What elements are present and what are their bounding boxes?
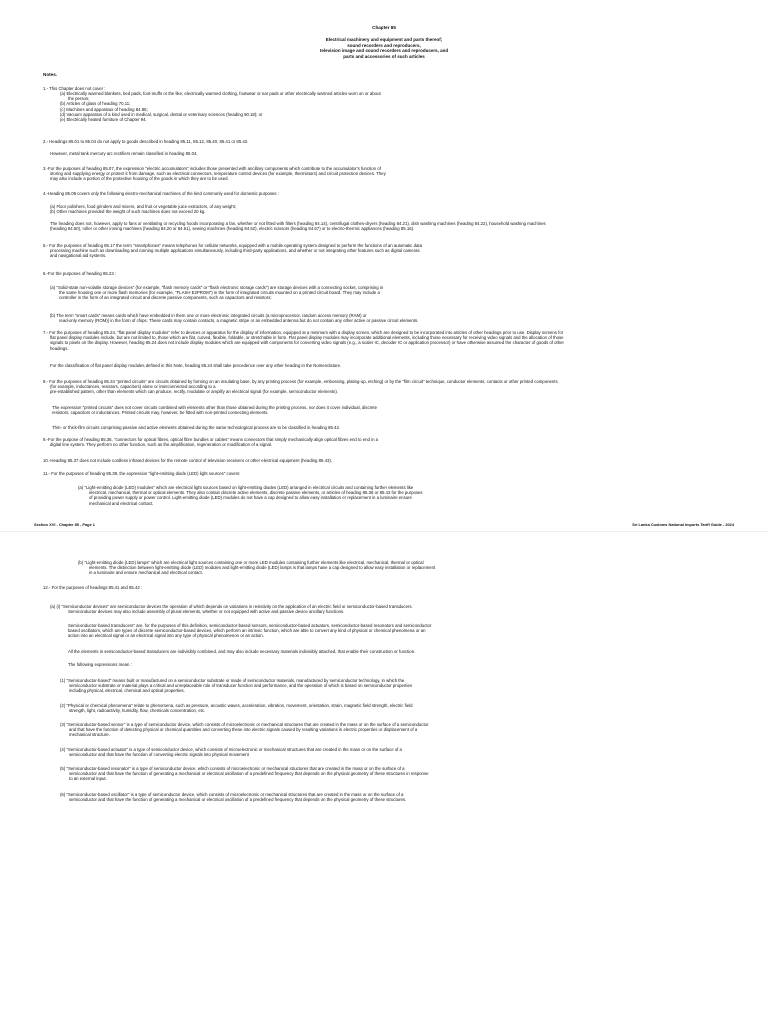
note-7 — [43, 330, 743, 351]
note-6-a — [50, 285, 383, 301]
note-text: (for example, inductances, resistors, capacitors) alone or interconnected according to a — [50, 384, 216, 390]
note-text: (heading 84.50), roller or other ironing machines (heading 84.20 or 84.51), sewing machines (heading 84.52), electric scissors (heading 84.67) or to electro-thermic appliances (heading 85.16). — [50, 226, 415, 232]
footer-right: Sri Lanka Customs National Imports Tariff Guide - 2024 — [632, 522, 734, 527]
note-4-para — [50, 221, 740, 231]
note-item: electrical, mechanical, thermal or optical elements. They also contain discrete active elements, discrete passive elements, or articles of heading 85.36 or 85.42 for the purposes — [89, 490, 423, 496]
definition-5 — [60, 766, 428, 782]
note-8-para — [52, 405, 377, 415]
note-item: the person; — [68, 96, 90, 102]
chapter-title — [0, 37, 768, 59]
note-text: processing machine such as downloading and running multiple applications simultaneously, including third-party applications, and whether or not integrating other features such as digital cameras — [50, 248, 420, 254]
definition-2 — [60, 703, 412, 713]
note-text: pre-established pattern, other than elements which can produce, rectify, modulate or amplify an electrical signal (for example, semiconductor elements). — [50, 389, 338, 395]
note-12-a-i — [50, 604, 413, 614]
note-6: 6.-For the purposes of heading 85.23 : — [43, 271, 117, 276]
definition-6 — [60, 792, 406, 802]
note-7-para: For the classification of flat panel display modules defined in this Note, heading 85.24 shall take precedence over any other heading in the Nomenclature. — [50, 363, 342, 368]
note-item: elements. The distinction between light-emitting diode (LED) modules and light-emitting diode (LED) lamps is that lamps have a cap designed to allow easy installation or replacement — [89, 565, 436, 571]
definition-line: semiconductor and that have the function of converting electric signals into physical movement — [69, 752, 249, 758]
note-11: 11.- For the purposes of heading 85.39, the expression "light-emitting diode (LED) light sources" covers: — [43, 471, 241, 476]
note-2: 2.- Headings 85.01 to 85.04 do not apply to goods described in heading 85.11, 85.12, 85.40, 85.41 or 85.42. — [43, 139, 249, 144]
note-item: in a luminaire and ensure mechanical and electrical contact. — [89, 570, 203, 576]
note-item: (a) "Solid-state non-volatile storage devices" (for example, "flash memory cards" or "flash electronic storage cards") are storage devices with a connecting socket, comprising in — [50, 285, 384, 290]
definition-line: strength, light, radioactivity, humidity, flow, chemicals concentration, etc. — [69, 708, 206, 714]
definition-line: semiconductor substrate or material plays a critical and unreplaceable role of transducer function and performance, and the operation of which is based on semiconductor properties — [69, 683, 412, 689]
definition-line: to an external input. — [69, 776, 107, 782]
note-text: headings. — [50, 345, 69, 351]
note-4-items — [50, 204, 236, 214]
note-item: (b) "Light-emitting diode (LED) lamps" which are electrical light sources containing one or more LED modules containing further elements like electrical, mechanical, thermal or optical — [78, 560, 424, 565]
footer-left: Section XVI - Chapter 85 - Page 1 — [34, 522, 95, 527]
note-item: (e) Electrically heated furniture of Chapter 94. — [60, 117, 147, 123]
note-text: flat panel display modules include, but are not limited to, those which are flat, curved, flexible, foldable, or stretchable in form. Flat panel display modules may incorporate additional elements, including those necessary for receiving video signals and the allocation of those — [50, 335, 564, 341]
definition-1 — [60, 678, 412, 694]
definition-line: (1) "Semiconductor-based" means built or manufactured on a semiconductor substrate or made of semiconductor materials, manufactured by semiconductor technology, in which the — [60, 678, 405, 683]
note-item: (b) Other machines provided the weight of such machines does not exceed 20 kg. — [50, 209, 206, 215]
note-text: digital line system. They perform no other function, such as the amplification, regeneration or modification of a signal. — [50, 442, 273, 448]
note-4: 4.-Heading 85.09 covers only the following electro-mechanical machines of the kind commonly used for domestic purposes : — [43, 191, 279, 196]
definition-line: mechanical structure. — [69, 732, 110, 738]
title-line: parts and accessories of such articles — [343, 53, 425, 59]
note-item: the same housing one or more flash memories (for example, "FLASH E2PROM") in the form of integrated circuits mounted on a printed circuit board. They may include a — [59, 290, 380, 296]
note-text: Semiconductor-based transducers" are, for the purposes of this definition, semiconductor-based sensors, semiconductor-based actuators, semiconductor-based resonators and semiconductor — [68, 623, 432, 628]
definition-line: (5) "Semiconductor-based resonator" is a type of semiconductor device, which consists of microelectronic or mechanical structures that are created in the mass or on the surface of a — [60, 766, 405, 771]
note-9 — [43, 437, 378, 447]
note-text: 8.- For the purposes of heading 85.34 "printed circuits" are circuits obtained by forming on an insulating base, by any printing process (for example, embossing, plating-up, etching) or by the "film circuit" technique, conductor elements, contacts or other printed components — [43, 379, 558, 384]
note-1-items — [60, 91, 381, 122]
note-item: (b) Articles of glass of heading 70.11; — [60, 101, 131, 107]
definition-line: and that have the function of detecting physical or chemical quantities and converting these into electric signals caused by resulting variations in electric properties or displacement of a — [69, 727, 418, 733]
note-item: of providing power supply or power control. Light-emitting diode (LED) modules do not have a cap designed to allow easy installation or replacement in a luminaire ensure — [89, 495, 412, 501]
note-11-a — [78, 485, 423, 506]
definition-line: semiconductor and that have the function of generating a mechanical or electrical oscillation of a predefined frequency that depends on the physical geometry of these structures in response — [69, 771, 429, 777]
note-12: 12.- For the purposes of headings 85.41 and 85.42 : — [43, 585, 143, 590]
note-item: (d) Vacuum apparatus of a kind used in medical, surgical, dental or veterinary sciences (heading 90.18); or — [60, 111, 263, 117]
note-item: (a) Floor polishers, food grinders and mixers, and fruit or vegetable juice extractors, of any weight; — [50, 204, 237, 209]
definition-line: semiconductor and that have the function of generating a mechanical or electrical oscillation of a predefined frequency that depends on the physical geometry of these structures. — [69, 797, 407, 803]
definition-line: (4) "Semiconductor-based actuator" is a type of semiconductor device, which consists of microelectronic or mechanical structures that are created in the mass or on the surface of a — [60, 747, 402, 752]
note-text: 9.-For the purpose of heading 85.36, "connectors for optical fibres, optical fibre bundles or cables" means connectors that simply mechanically align optical fibres end to end in a — [43, 437, 379, 442]
note-12-expressions: The following expressions mean : — [68, 662, 132, 667]
definition-line: including physical, electrical, chemical and optical properties. — [69, 688, 185, 694]
note-text: and navigational aid systems. — [50, 253, 107, 259]
note-item: controller in the form of an integrated circuit and discrete passive components, such as capacitors and resistors; — [59, 295, 272, 301]
note-6-b — [50, 313, 418, 323]
note-text: may also include a portion of the protective housing of the goods in which they are to be used. — [50, 176, 229, 182]
title-line: sound recorders and reproducers, — [347, 42, 421, 48]
note-text: 7.- For the purposes of heading 85.24, "flat panel display modules" refer to devices or apparatus for the display of information, equipped at a minimum with a display screen, which are designed to be incorporated into articles of other headings prior to use. Display screens for — [43, 330, 564, 335]
note-text: based oscillators, which are types of discrete semiconductor-based devices, which perform an intrinsic function, which are able to convert any kind of physical or chemical phenomena or an — [68, 628, 426, 634]
definition-line: (2) "Physical or chemical phenomena" relate to phenomena, such as pressure, acoustic waves, acceleration, vibration, movement, orientation, strain, magnetic field strength, electric field — [60, 703, 413, 708]
definition-line: (6) "Semiconductor-based oscillator" is a type of semiconductor device, which consists of microelectronic or mechanical structures that are created in the mass or on the surface of a — [60, 792, 404, 797]
note-text: resistors, capacitors or inductances. Printed circuits may, however, be fitted with non-printed connecting elements. — [52, 410, 269, 416]
note-10: 10.-Heading 85.37 does not include cordless infrared devices for the remote control of television receivers or other electrical equipment (heading 85.43). — [43, 458, 333, 463]
note-2-para: However, metal tank mercury arc rectifiers remain classified in heading 85.04. — [50, 151, 198, 156]
note-text: 1.- This Chapter does not cover : — [43, 86, 106, 91]
note-item: mechanical and electrical contact. — [89, 500, 154, 506]
definition-3 — [60, 722, 428, 738]
note-text: 3.-For the purposes of heading 85.07, the expression "electric accumulators" includes those presented with ancillary components which contribute to the accumulator's function of — [43, 166, 381, 171]
definition-4 — [60, 747, 402, 757]
note-item: (c) Machines and apparatus of heading 84.86; — [60, 106, 148, 112]
note-12-transducers — [68, 623, 431, 639]
note-12-elements: All the elements in semiconductor-based transducers are indivisibly combined, and may also include necessary materials indivisibly attached, that enable their construction or function. — [68, 649, 416, 654]
note-text: storing and supplying energy or protect it from damage, such as electrical connectors, temperature control devices (for example, thermistors) and circuit protection devices. They — [50, 171, 386, 177]
note-text: signals to pixels on the display. However, heading 85.24 does not include display modules which are equipped with components for converting video signals (e.g., a scaler IC, decoder IC or application processor) or have otherwise assumed the character of goods of other — [50, 340, 564, 346]
page-divider — [0, 531, 768, 532]
chapter-heading: Chapter 85 — [372, 25, 396, 30]
note-text: action into an electrical signal or an electrical signal into any type of physical phenomenon or an action. — [68, 633, 264, 639]
note-item: (a) "Light-emitting diode (LED) modules" which are electrical light sources based on light-emitting diodes (LED) arranged in electrical circuits and containing further elements like — [78, 485, 414, 490]
note-text: 5.- For the purposes of heading 85.17 the term "smartphones" means telephones for cellular networks, equipped with a mobile operating system designed to perform the functions of an automatic data — [43, 243, 423, 248]
note-item: read-only memory (ROM)) in the form of chips. These cards may contain contacts, a magnetic stripe or an embedded antenna but do not contain any other active or passive circuit elements. — [59, 318, 419, 324]
note-item: (a) (i) "Semiconductor devices" are semiconductor devices the operation of which depends on variations in resistivity on the application of an electric field or semiconductor-based transducers. — [50, 604, 413, 609]
title-line: Electrical machinery and equipment and parts thereof; — [325, 37, 443, 42]
note-5 — [43, 243, 422, 259]
note-item: (a) Electrically warmed blankets, bed pads, foot-muffs or the like; electrically warmed clothing, footwear or ear pads or other electrically warmed articles worn on or about — [60, 91, 381, 96]
note-8-para: Thin- or thick-film circuits comprising passive and active elements obtained during the same technological process are to be classified in heading 85.42. — [52, 425, 341, 430]
note-8 — [43, 379, 743, 395]
notes-heading: Notes. — [43, 72, 58, 77]
title-line: television image and sound recorders and reproducers, and — [319, 48, 449, 54]
note-text: The heading does not, however, apply to fans or ventilating or recycling hoods incorporating a fan, whether or not fitted with filters (heading 84.14), centrifugal clothes-dryers (heading 84.21), dish washing machines (heading 84.22), household washing machines — [50, 221, 546, 226]
note-3 — [43, 166, 386, 182]
definition-line: (3) "Semiconductor-based sensor" is a type of semiconductor device, which consists of microelectronic or mechanical structures that are created in the mass or on the surface of a semiconductor — [60, 722, 429, 727]
note-item: (b) The term "smart cards" means cards which have embedded in them one or more electronic integrated circuits (a microprocessor, random access memory (RAM) or — [50, 313, 367, 318]
note-11-b — [78, 560, 435, 576]
note-text: The expression "printed circuits" does not cover circuits combined with elements other than those obtained during the printing process, nor does it cover individual, discrete — [52, 405, 378, 410]
note-item: Semiconductor devices may also include assembly of plural elements, whether or not equipped with active and passive device ancillary functions. — [68, 609, 345, 615]
